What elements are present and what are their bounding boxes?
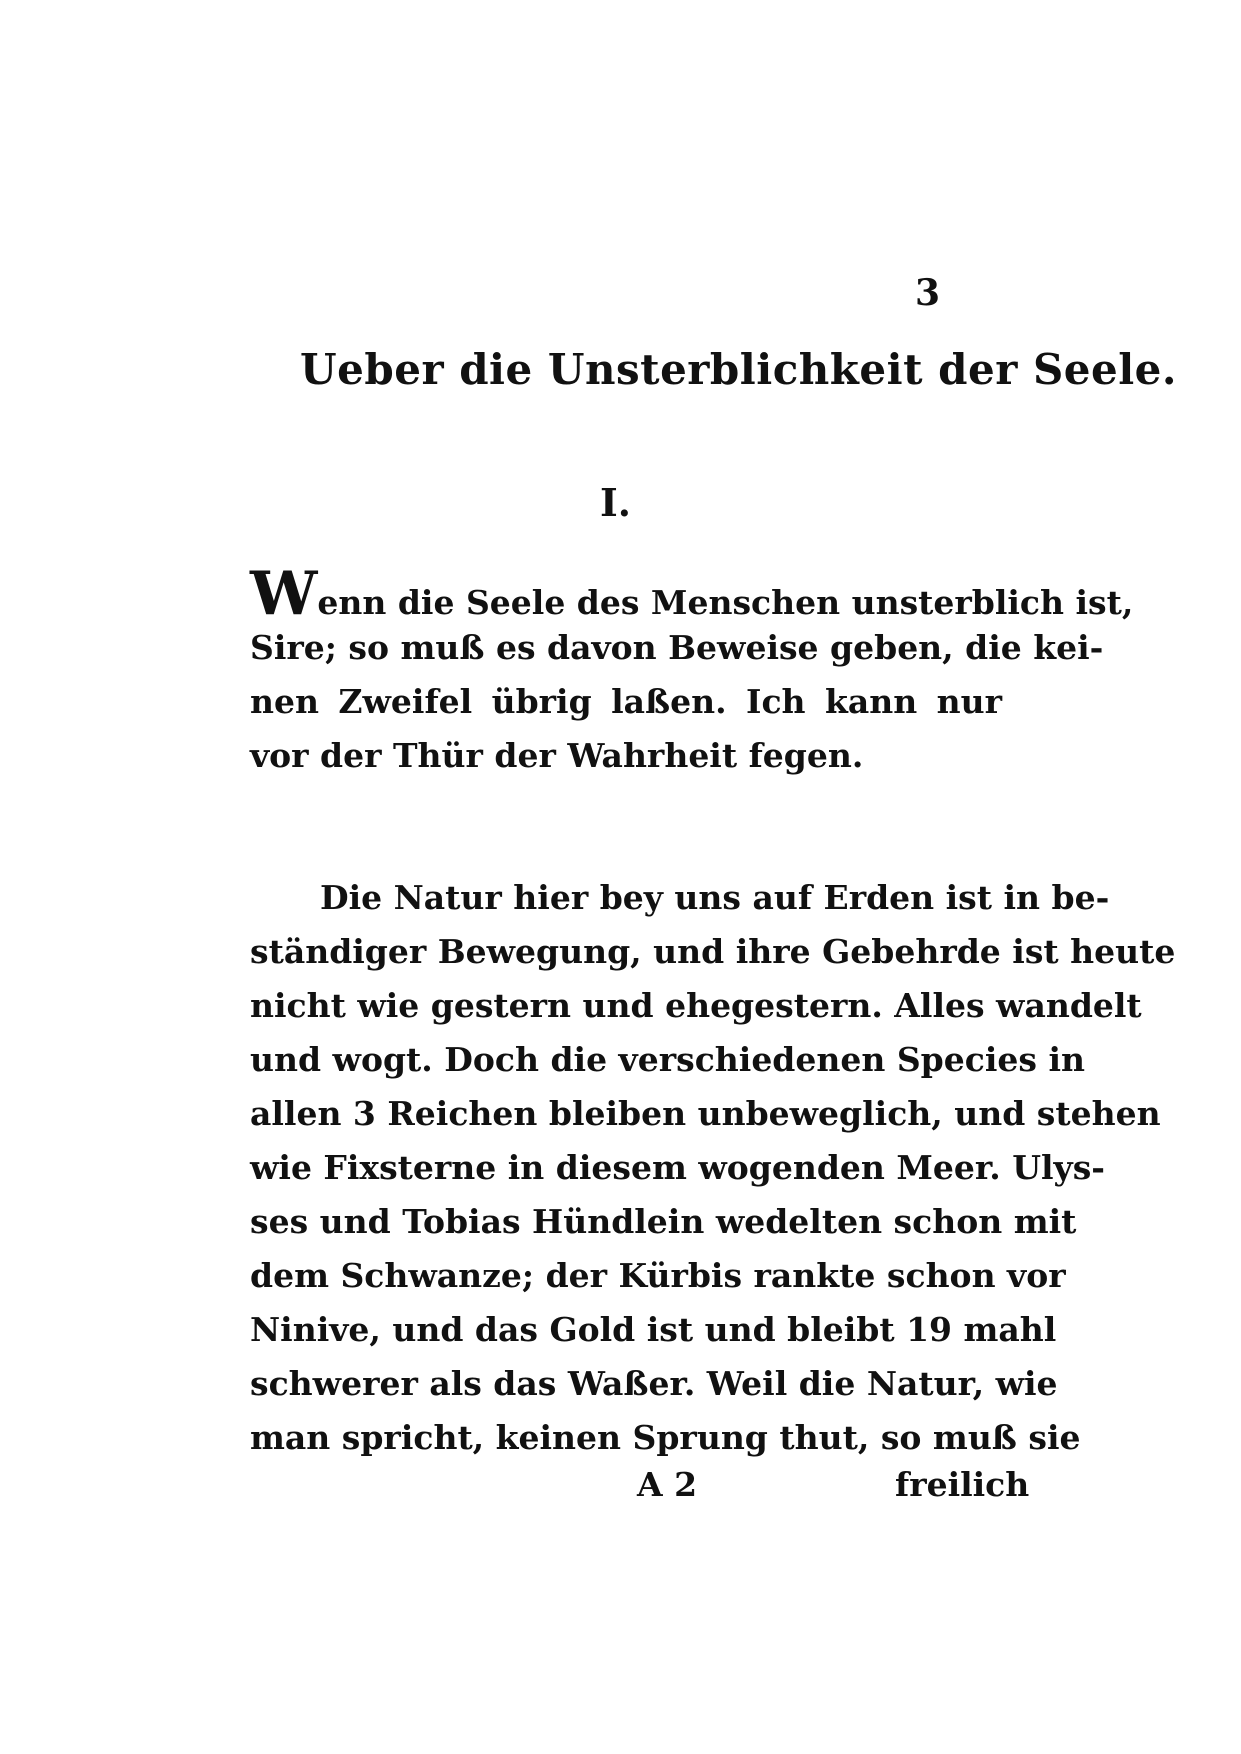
text-line: Sire; so muß es davon Beweise geben, die kei- (250, 628, 1104, 667)
text-line: man spricht, keinen Sprung thut, so muß sie (250, 1418, 1081, 1457)
text-line: nicht wie gestern und ehegestern. Alles wandelt (250, 986, 1142, 1025)
text-line: wie Fixsterne in diesem wogenden Meer. Ulys- (250, 1148, 1106, 1187)
text-line: Ninive, und das Gold ist und bleibt 19 mahl (250, 1310, 1057, 1349)
paragraph-2 (250, 871, 1176, 1465)
text-line (250, 559, 1134, 629)
text-line: schwerer als das Waßer. Weil die Natur, wie (250, 1364, 1058, 1403)
chapter-title: Ueber die Unsterblichkeit der Seele. (300, 345, 1178, 394)
catchword: freilich (895, 1465, 1030, 1504)
section-number: I. (600, 480, 632, 525)
text-line: nen Zweifel übrig laßen. Ich kann nur (250, 682, 1002, 721)
text-line: und wogt. Doch die verschiedenen Species in (250, 1040, 1085, 1079)
text-line: Die Natur hier bey uns auf Erden ist in be- (320, 878, 1110, 917)
paragraph-1 (250, 559, 1134, 783)
text-line: vor der Thür der Wahrheit fegen. (250, 736, 864, 775)
drop-cap: W (250, 559, 318, 629)
text-line: ses und Tobias Hündlein wedelten schon mit (250, 1202, 1077, 1241)
text-line: ständiger Bewegung, und ihre Gebehrde ist heute (250, 932, 1176, 971)
signature-mark: A 2 (637, 1465, 698, 1504)
text-line: allen 3 Reichen bleiben unbeweglich, und stehen (250, 1094, 1161, 1133)
line-text: enn die Seele des Menschen unsterblich ist, (317, 583, 1134, 622)
page-number: 3 (915, 272, 941, 314)
text-line: dem Schwanze; der Kürbis rankte schon vor (250, 1256, 1066, 1295)
